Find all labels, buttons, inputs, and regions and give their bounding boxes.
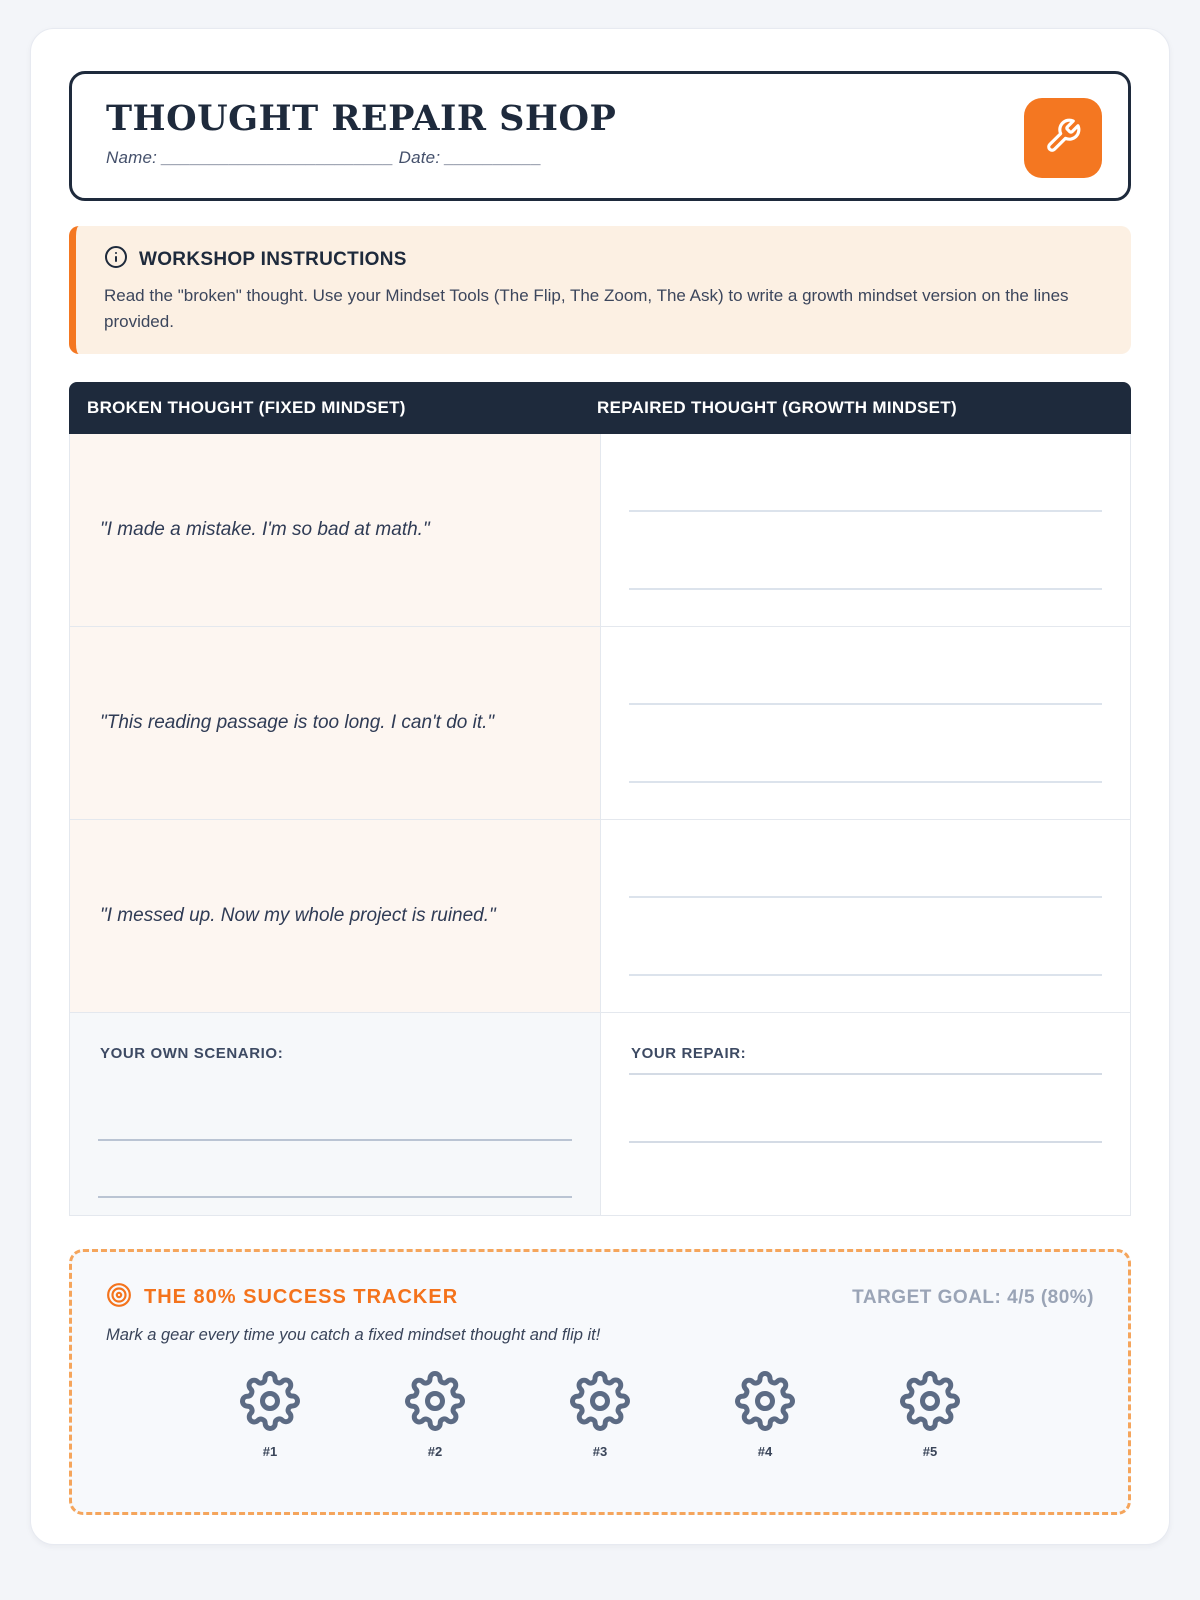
writing-line — [98, 1196, 572, 1198]
your-own-scenario-label: YOUR OWN SCENARIO: — [100, 1045, 284, 1062]
table-row — [70, 627, 1130, 820]
worksheet-card — [30, 28, 1170, 1545]
your-repair-label: YOUR REPAIR: — [631, 1045, 747, 1062]
gear-checkbox-3[interactable] — [567, 1371, 633, 1459]
your-own-scenario-cell — [70, 1013, 600, 1215]
tracker-subtitle: Mark a gear every time you catch a fixed mindset thought and flip it! — [106, 1326, 601, 1344]
gear-label: #1 — [262, 1444, 278, 1459]
target-icon — [106, 1282, 132, 1313]
gear-checkbox-1[interactable] — [237, 1371, 303, 1459]
wrench-icon — [1044, 117, 1082, 160]
writing-line — [629, 1141, 1102, 1143]
instructions-body: Read the "broken" thought. Use your Mindset Tools (The Flip, The Zoom, The Ask) to write a growth mindset version on the lines provided. — [104, 286, 1069, 331]
wrench-badge — [1024, 98, 1102, 178]
target-goal-text: TARGET GOAL: 4/5 (80%) — [852, 1286, 1094, 1308]
writing-line — [98, 1139, 572, 1141]
writing-line — [629, 1073, 1102, 1075]
gear-checkbox-2[interactable] — [402, 1371, 468, 1459]
writing-line — [629, 703, 1102, 705]
success-tracker-panel — [69, 1249, 1131, 1515]
repaired-thought-cell — [600, 434, 1130, 626]
broken-thought-cell: "I made a mistake. I'm so bad at math." — [70, 434, 600, 626]
mindset-table — [69, 382, 1131, 1216]
gear-checkbox-4[interactable] — [732, 1371, 798, 1459]
gear-icon — [735, 1371, 795, 1434]
table-row — [70, 434, 1130, 627]
broken-thought-cell: "I messed up. Now my whole project is ruined." — [70, 820, 600, 1012]
gear-icon — [570, 1371, 630, 1434]
name-date-line: Name: ________________________ Date: __________ — [106, 147, 542, 167]
worksheet-header — [69, 71, 1131, 201]
gear-icon — [240, 1371, 300, 1434]
table-row — [70, 820, 1130, 1013]
workshop-instructions-panel — [69, 226, 1131, 354]
gear-label: #3 — [592, 1444, 608, 1459]
writing-line — [629, 781, 1102, 783]
gear-icon — [405, 1371, 465, 1434]
gear-label: #4 — [757, 1444, 773, 1459]
column-header-broken: BROKEN THOUGHT (FIXED MINDSET) — [87, 398, 406, 417]
gear-tracker-row — [237, 1371, 963, 1459]
gear-label: #2 — [427, 1444, 443, 1459]
gear-checkbox-5[interactable] — [897, 1371, 963, 1459]
table-header-row — [69, 382, 1131, 434]
repaired-thought-cell — [600, 627, 1130, 819]
writing-line — [629, 588, 1102, 590]
table-row-custom — [70, 1013, 1130, 1215]
your-repair-cell — [600, 1013, 1130, 1215]
writing-line — [629, 974, 1102, 976]
writing-line — [629, 510, 1102, 512]
page-title: THOUGHT REPAIR SHOP — [106, 98, 617, 139]
column-header-repaired: REPAIRED THOUGHT (GROWTH MINDSET) — [597, 398, 957, 417]
instructions-title: WORKSHOP INSTRUCTIONS — [139, 248, 407, 270]
tracker-title: THE 80% SUCCESS TRACKER — [144, 1286, 459, 1308]
writing-line — [629, 896, 1102, 898]
repaired-thought-cell — [600, 820, 1130, 1012]
gear-icon — [900, 1371, 960, 1434]
info-icon — [104, 245, 128, 274]
gear-label: #5 — [922, 1444, 938, 1459]
broken-thought-cell: "This reading passage is too long. I can't do it." — [70, 627, 600, 819]
